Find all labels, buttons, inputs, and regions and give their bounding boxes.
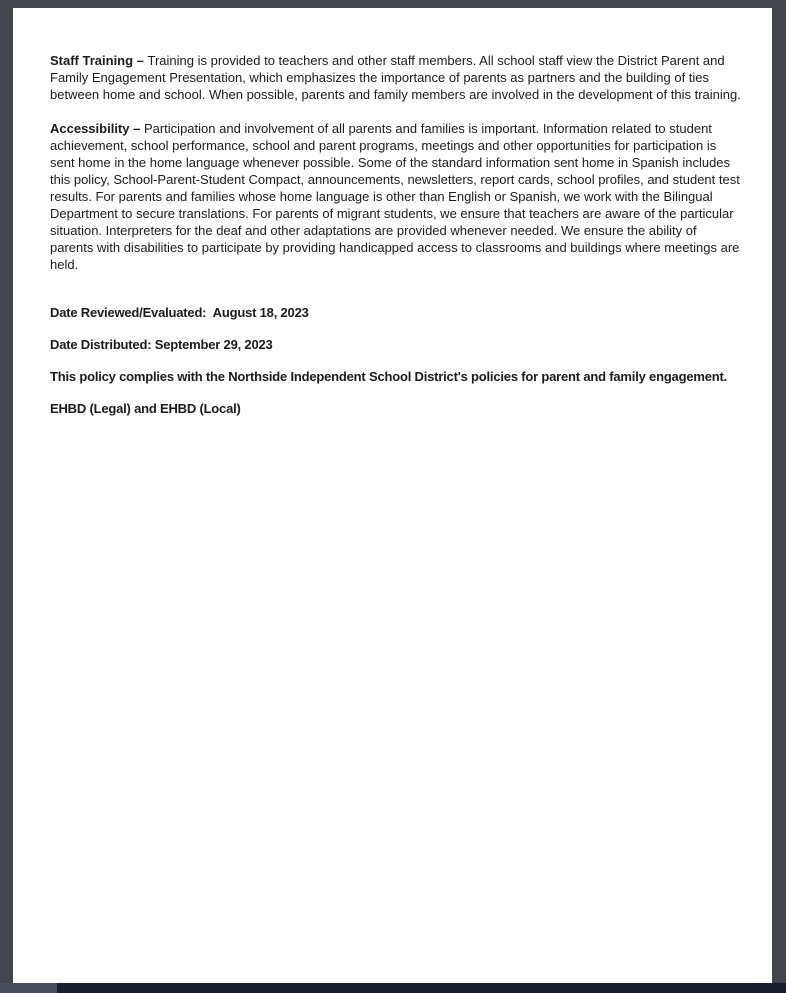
date-distributed-line: Date Distributed: September 29, 2023 [50, 337, 273, 352]
policy-compliance-line: This policy complies with the Northside Independent School District's policies for parent and family engagement. [50, 369, 728, 384]
page-content [13, 8, 772, 417]
date-reviewed-line: Date Reviewed/Evaluated: August 18, 2023 [50, 305, 309, 320]
bottom-bar [0, 983, 786, 993]
staff-training-body: Training is provided to teachers and other staff members. All school staff view the District Parent and Family Engagement Presentation, which emphasizes the importance of parents as partners and the building of ties between home and school. When possible, parents and family members are involved in the development of this training. [50, 53, 741, 102]
bottom-bar-left-segment [0, 983, 57, 993]
staff-training-heading: Staff Training – [50, 53, 148, 68]
policy-metadata [50, 304, 740, 417]
accessibility-heading: Accessibility – [50, 121, 144, 136]
paragraph-staff-training [50, 52, 742, 103]
accessibility-body: Participation and involvement of all parents and families is important. Information related to student achievement, school performance, school and parent programs, meetings and other opportunities for participation is sent home in the home language whenever possible. Some of the standard information sent home in Spanish includes this policy, School-Parent-Student Compact, announcements, newsletters, report cards, school profiles, and student test results. For parents and families whose home language is other than English or Spanish, we work with the Bilingual Department to secure translations. For parents of migrant students, we ensure that teachers are aware of the particular situation. Interpreters for the deaf and other adaptations are provided whenever needed. We ensure the ability of parents with disabilities to participate by providing handicapped access to classrooms and buildings where meetings are held. [50, 121, 740, 272]
paragraph-accessibility [50, 120, 742, 273]
document-page [13, 8, 772, 983]
bottom-bar-right-segment [57, 983, 786, 993]
policy-reference-line: EHBD (Legal) and EHBD (Local) [50, 401, 241, 416]
